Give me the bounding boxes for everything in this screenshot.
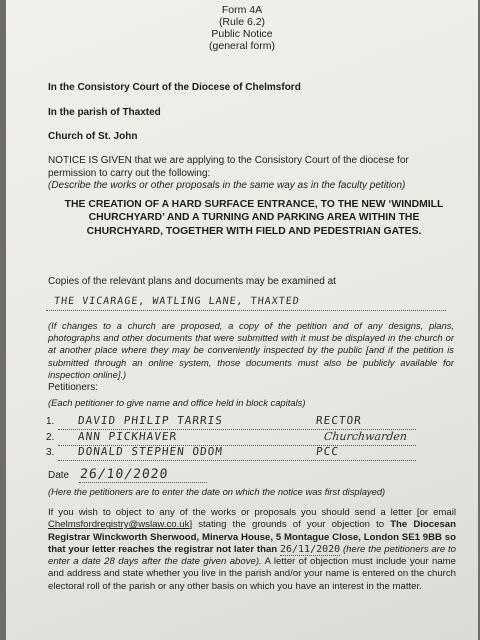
petitioner-number: 1.	[46, 416, 55, 427]
notice-instruction: (Describe the works or other proposals in the same way as in the faculty petition)	[48, 180, 406, 191]
petitioner-role: RECTOR	[315, 414, 363, 427]
court-heading: In the Consistory Court of the Diocese of Chelmsford	[48, 82, 301, 93]
form-rule: (Rule 6.2)	[218, 16, 266, 28]
form-header	[6, 4, 478, 52]
registry-email-link[interactable]: Chelmsfordregistry@wslaw.co.uk	[48, 519, 190, 531]
deadline-note: (here the petitioners are to enter a date 28 days after the date given above).	[48, 543, 457, 568]
notice-page	[6, 0, 478, 640]
date-row	[48, 467, 208, 483]
date-value: 26/10/2020	[79, 467, 209, 483]
objection-intro: If you wish to object to any of the works or proposals you should send a letter [or email	[48, 507, 456, 518]
form-type: Public Notice	[211, 28, 273, 40]
petitioner-row-3	[46, 447, 446, 461]
objection-requirements: A letter of objection must include your name and address and state whether you live in the parish and/or your name is entered on the church electoral roll of the parish or any other basis on which you have an interest in the matter.	[48, 556, 456, 592]
petitioner-row-1	[46, 416, 446, 430]
petitioner-role: PCC	[315, 445, 340, 458]
date-label: Date	[48, 470, 70, 481]
petitioners-instruction: (Each petitioner to give name and office held in block capitals)	[48, 397, 306, 408]
petitioner-line-3	[58, 460, 416, 461]
objection-text	[48, 507, 456, 593]
petitioner-name: DAVID PHILIP TARRIS	[77, 414, 224, 427]
registrar-address: The Diocesan Registrar Winckworth Sherwood, Minerva House, 5 Montague Close, London SE1 9BB so that your letter reaches the registrar not later than	[48, 519, 456, 555]
location-handwritten: THE VICARAGE, WATLING LANE, THAXTED	[53, 296, 301, 307]
notice-main: NOTICE IS GIVEN that we are applying to the Consistory Court of the diocese for permission to carry out the following:	[48, 155, 409, 179]
date-note: (Here the petitioners are to enter the date on which the notice was first displayed)	[48, 486, 386, 497]
petitioner-row-2	[46, 432, 446, 446]
petitioners-label: Petitioners:	[48, 382, 99, 393]
location-line	[46, 310, 446, 311]
church-heading: Church of St. John	[48, 131, 138, 142]
copies-label: Copies of the relevant plans and documents may be examined at	[48, 276, 336, 287]
petitioner-name: ANN PICKHAVER	[77, 430, 178, 443]
petitioner-number: 2.	[46, 432, 55, 443]
form-subtype: (general form)	[209, 40, 275, 52]
form-number: Form 4A	[221, 4, 263, 16]
petitioner-role: Churchwarden	[323, 430, 408, 443]
deadline-date: 26/11/2020	[279, 543, 341, 555]
objection-grounds: ] stating the grounds of your objection to	[189, 519, 385, 531]
notice-text	[48, 155, 454, 193]
petitioner-name: DONALD STEPHEN ODOM	[77, 445, 224, 458]
parish-heading: In the parish of Thaxted	[48, 107, 161, 118]
petitioner-number: 3.	[46, 447, 55, 458]
works-description: THE CREATION OF A HARD SURFACE ENTRANCE, TO THE NEW ‘WINDMILL CHURCHYARD’ AND A TURNING AND PARKING AREA WITHIN THE CHURCHYARD, TOGETHER WITH FIELD AND PEDESTRIAN GATES.	[64, 199, 444, 237]
changes-note: (If changes to a church are proposed, a copy of the petition and of any designs, plans, photographs and other documents that were submitted with it must be displayed in the church or at another place where they may be conveniently inspected by the public [and if the petition is submitted through an online system, those documents must also be publicly available for inspection online].)	[48, 320, 454, 380]
